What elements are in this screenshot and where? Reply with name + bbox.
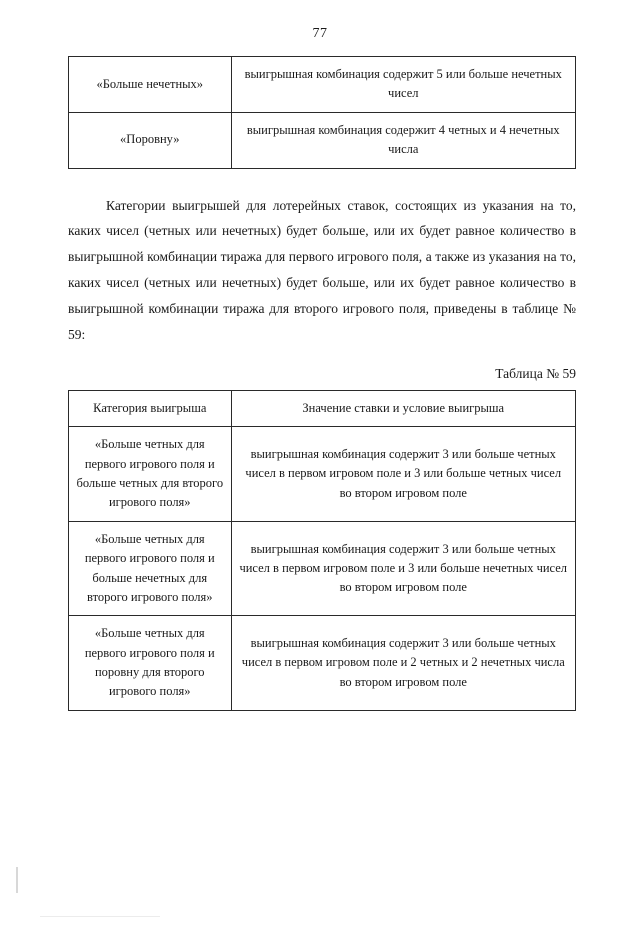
top-table-condition-1: выигрышная комбинация содержит 4 четных и 4 нечетных числа [231,112,575,168]
body-paragraph: Категории выигрышей для лотерейных ставок, состоящих из указания на то, каких чисел (четных или нечетных) будет больше, или их будет равное количество в выигрышной комбинации тиража для первого игрового поля, а также из указания на то, каких чисел (четных или нечетных) будет больше, или их будет равное количество в выигрышной комбинации тиража для второго игрового поля, приведены в таблице № 59: [68,197,576,343]
table-row [69,616,576,711]
main-table-category-1: «Больше четных для первого игрового поля и больше нечетных для второго игрового поля» [69,521,232,616]
main-table-category-2: «Больше четных для первого игрового поля и поровну для второго игрового поля» [69,616,232,711]
page-number: 77 [312,26,328,41]
main-table-category-0: «Больше четных для первого игрового поля и больше четных для второго игрового поля» [69,427,232,522]
main-table-header-condition: Значение ставки и условие выигрыша [231,390,575,426]
scan-artifact-left [16,867,18,893]
table-row [69,57,576,113]
table-header-row [69,390,576,426]
top-table-condition-0: выигрышная комбинация содержит 5 или больше нечетных чисел [231,57,575,113]
main-table-header-category: Категория выигрыша [69,390,232,426]
main-table [68,390,576,711]
top-table-category-1: «Поровну» [69,112,232,168]
top-table [68,56,576,169]
main-table-condition-0: выигрышная комбинация содержит 3 или больше четных чисел в первом игровом поле и 3 или больше четных чисел во втором игровом поле [231,427,575,522]
scan-artifact-bottom [40,916,160,917]
main-table-condition-1: выигрышная комбинация содержит 3 или больше четных чисел в первом игровом поле и 3 или больше нечетных чисел во втором игровом поле [231,521,575,616]
table-row [69,427,576,522]
page-content [68,56,576,711]
document-page [0,26,640,931]
table-caption: Таблица № 59 [495,365,576,381]
table-row [69,112,576,168]
top-table-category-0: «Больше нечетных» [69,57,232,113]
main-table-condition-2: выигрышная комбинация содержит 3 или больше четных чисел в первом игровом поле и 2 четных и 2 нечетных числа во втором игровом поле [231,616,575,711]
table-row [69,521,576,616]
